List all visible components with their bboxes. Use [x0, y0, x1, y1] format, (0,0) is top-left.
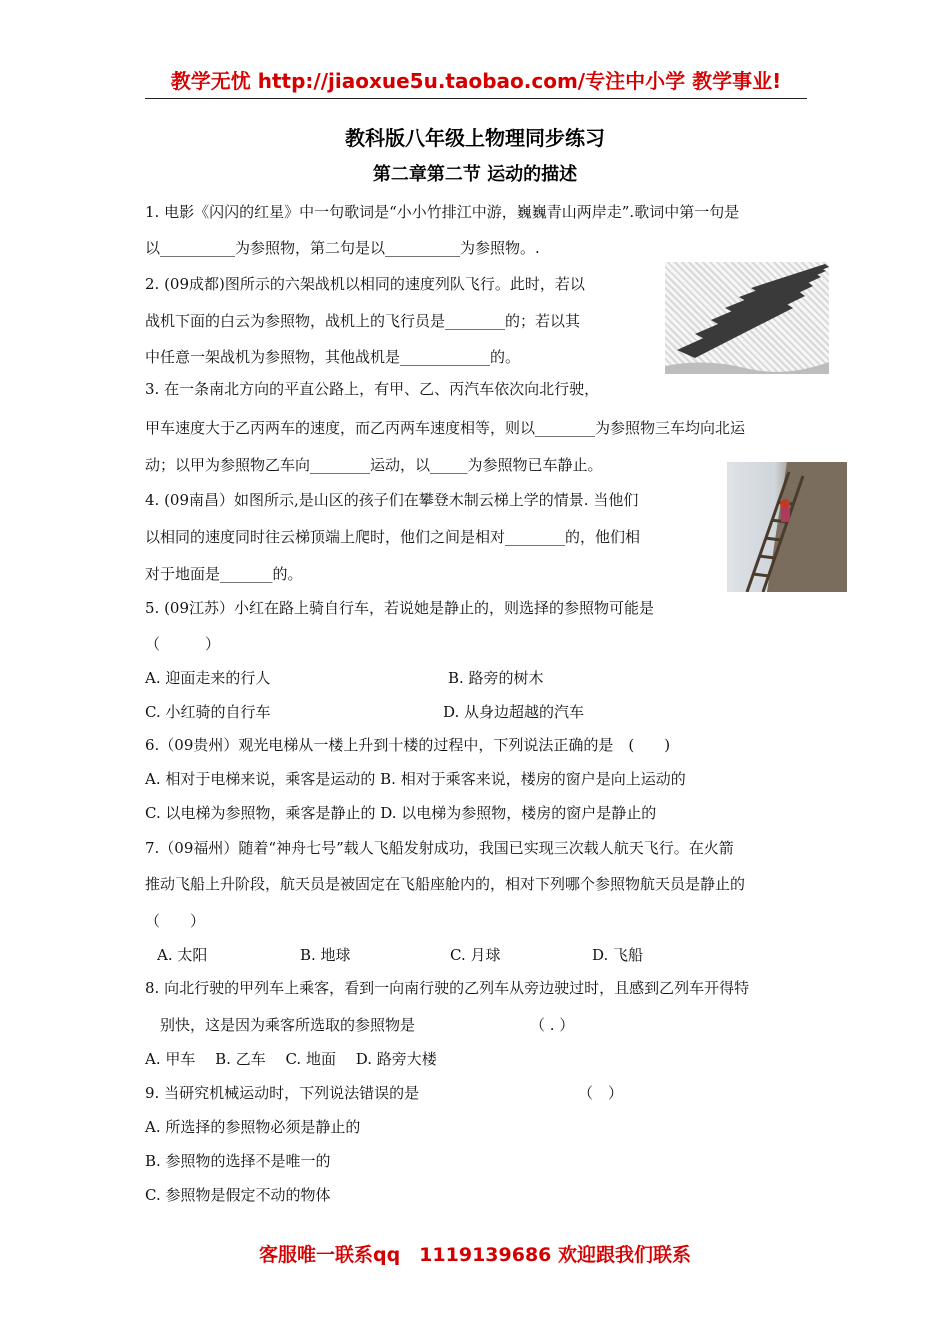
question-4-line-3: 对于地面是_______的。 [145, 565, 303, 583]
question-3-line-1: 3. 在一条南北方向的平直公路上，有甲、乙、丙汽车依次向北行驶， [145, 380, 600, 398]
question-7-line-2: 推动飞船上升阶段，航天员是被固定在飞船座舱内的，相对下列哪个参照物航天员是静止的 [145, 875, 746, 893]
question-1-line-1: 1. 电影《闪闪的红星》中一句歌词是“小小竹排江中游，巍巍青山两岸走”.歌词中第一句是 [145, 203, 740, 221]
question-7-option-b: B. 地球 [300, 946, 351, 964]
section-title: 第二章第二节 运动的描述 [372, 164, 578, 185]
question-6-options-cd: C. 以电梯为参照物，乘客是静止的 D. 以电梯为参照物，楼房的窗户是静止的 [145, 804, 657, 822]
question-9-answer-bracket: （ ） [578, 1084, 624, 1102]
question-5-answer-bracket: （ ） [145, 635, 221, 653]
question-5-option-b: B. 路旁的树木 [448, 669, 544, 687]
question-3-line-2: 甲车速度大于乙丙两车的速度，而乙丙两车速度相等，则以________为参照物三车均向北运 [145, 419, 746, 437]
question-4-line-2: 以相同的速度同时往云梯顶端上爬时，他们之间是相对________的，他们相 [145, 528, 641, 546]
question-9-option-c: C. 参照物是假定不动的物体 [145, 1186, 331, 1204]
question-7-answer-bracket: （ ） [145, 912, 206, 930]
question-3-line-3: 动；以甲为参照物乙车向________运动，以_____为参照物已车静止。 [145, 456, 603, 474]
fighter-jets-photo [665, 262, 829, 374]
question-2-line-2: 战机下面的白云为参照物，战机上的飞行员是________的；若以其 [145, 312, 581, 330]
question-2-line-1: 2. (09成都)图所示的六架战机以相同的速度列队飞行。此时，若以 [145, 275, 585, 293]
question-8-line-2: 别快，这是因为乘客所选取的参照物是 [160, 1016, 416, 1034]
question-2-line-3: 中任意一架战机为参照物，其他战机是____________的。 [145, 348, 521, 366]
question-9-line-1: 9. 当研究机械运动时，下列说法错误的是 [145, 1084, 420, 1102]
document-title: 教科版八年级上物理同步练习 [345, 126, 605, 150]
cliff-ladder-photo [727, 462, 847, 592]
page-header-banner[interactable]: 教学无忧 http://jiaoxue5u.taobao.com/专注中小学 教学事业! [145, 64, 807, 99]
question-7-option-d: D. 飞船 [592, 946, 644, 964]
question-8-line-1: 8. 向北行驶的甲列车上乘客，看到一向南行驶的乙列车从旁边驶过时，且感到乙列车开得特 [145, 979, 750, 997]
question-7-option-a: A. 太阳 [157, 946, 208, 964]
question-5-option-d: D. 从身边超越的汽车 [443, 703, 585, 721]
question-5-line-1: 5. (09江苏）小红在路上骑自行车，若说她是静止的，则选择的参照物可能是 [145, 599, 655, 617]
question-5-option-a: A. 迎面走来的行人 [145, 669, 271, 687]
question-4-line-1: 4. (09南昌）如图所示,是山区的孩子们在攀登木制云梯上学的情景. 当他们 [145, 491, 639, 509]
question-5-option-c: C. 小红骑的自行车 [145, 703, 271, 721]
question-8-answer-bracket: （ . ） [530, 1016, 575, 1034]
question-7-option-c: C. 月球 [450, 946, 501, 964]
question-9-option-b: B. 参照物的选择不是唯一的 [145, 1152, 331, 1170]
question-6-line-1: 6.（09贵州）观光电梯从一楼上升到十楼的过程中，下列说法正确的是 ( ) [145, 736, 671, 754]
footer-contact: 客服唯一联系qq 1119139686 欢迎跟我们联系 [258, 1244, 692, 1266]
question-6-options-ab: A. 相对于电梯来说，乘客是运动的 B. 相对于乘客来说，楼房的窗户是向上运动的 [145, 770, 686, 788]
question-8-options: A. 甲车 B. 乙车 C. 地面 D. 路旁大楼 [145, 1050, 437, 1068]
question-9-option-a: A. 所选择的参照物必须是静止的 [145, 1118, 361, 1136]
question-1-line-2: 以__________为参照物，第二句是以__________为参照物。. [145, 239, 540, 257]
question-7-line-1: 7.（09福州）随着“神舟七号”载人飞船发射成功，我国已实现三次载人航天飞行。在火箭 [145, 839, 734, 857]
